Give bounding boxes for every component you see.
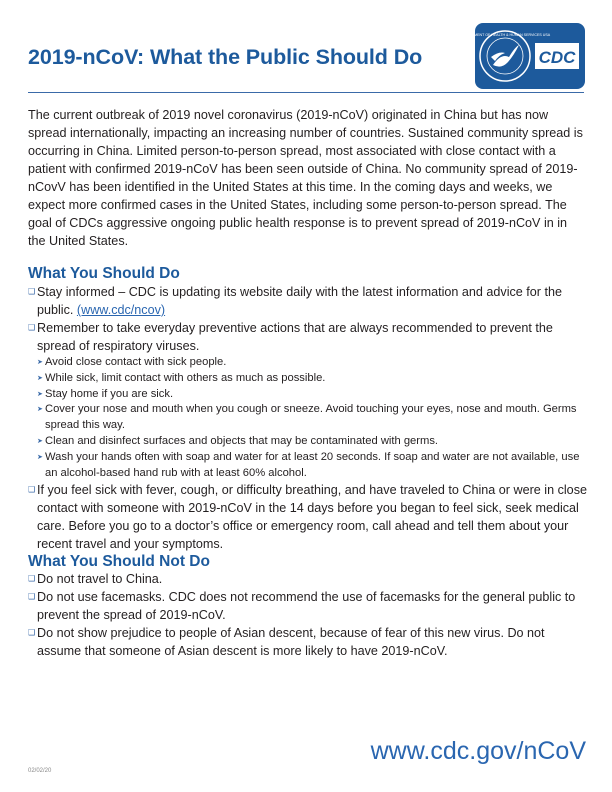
cdc-hhs-logo bbox=[459, 23, 585, 89]
sub-list-item bbox=[37, 434, 588, 450]
list-item bbox=[28, 319, 588, 481]
cdc-logo-text: CDC bbox=[538, 48, 576, 67]
bullet-icon: ❑ bbox=[28, 574, 36, 583]
bullet-icon: ❑ bbox=[28, 287, 36, 296]
list-item bbox=[28, 588, 588, 624]
sub-item-text: Cover your nose and mouth when you cough or sneeze. Avoid touching your eyes, nose and mouth. Germs spread this way. bbox=[45, 403, 577, 432]
should-not-do-list bbox=[28, 570, 588, 660]
sub-item-text: Clean and disinfect surfaces and objects that may be contaminated with germs. bbox=[45, 434, 439, 447]
feel-sick-text: If you feel sick with fever, cough, or difficulty breathing, and have traveled to China or were in close contact with someone with 2019-nCoV in the 14 days before you began to feel sick, seek medical care. Before you go to a doctor’s office or emergency room, call ahead and tell them about your recent travel and your symptoms. bbox=[37, 483, 587, 552]
item-text: Do not show prejudice to people of Asian descent, because of fear of this new virus. Do not assume that someone of Asian descent is more likely to have 2019-nCoV. bbox=[37, 626, 545, 658]
sub-list-item bbox=[37, 402, 588, 434]
publication-date: 02/02/20 bbox=[28, 768, 52, 774]
sub-bullet-icon: ➤ bbox=[37, 406, 43, 414]
hhs-seal-text: DEPARTMENT OF HEALTH & HUMAN SERVICES USA bbox=[459, 33, 551, 37]
cdc-ncov-link[interactable]: (www.cdc/ncov) bbox=[76, 303, 166, 317]
item-text: Do not travel to China. bbox=[37, 572, 163, 586]
item-text: Do not use facemasks. CDC does not recommend the use of facemasks for the general public to prevent the spread of 2019-nCoV. bbox=[37, 590, 576, 622]
sub-bullet-icon: ➤ bbox=[37, 437, 43, 445]
sub-bullet-icon: ➤ bbox=[37, 374, 43, 382]
bullet-icon: ❑ bbox=[28, 485, 36, 495]
sub-list-item bbox=[37, 371, 588, 387]
heading-what-you-should-not-do: What You Should Not Do bbox=[28, 553, 210, 570]
footer-url-link[interactable]: www.cdc.gov/nCoV bbox=[370, 737, 586, 765]
list-item bbox=[28, 624, 588, 660]
sub-item-text: Wash your hands often with soap and water for at least 20 seconds. If soap and water are not available, use an alcohol-based hand rub with at least 60% alcohol. bbox=[45, 450, 580, 479]
preventive-actions-text: Remember to take everyday preventive actions that are always recommended to prevent the spread of respiratory viruses. bbox=[37, 321, 553, 353]
sub-list-item bbox=[37, 387, 588, 403]
bullet-icon: ❑ bbox=[28, 592, 36, 601]
bullet-icon: ❑ bbox=[28, 628, 36, 637]
list-item bbox=[28, 570, 588, 588]
header-divider bbox=[28, 92, 584, 93]
bullet-icon: ❑ bbox=[28, 323, 36, 332]
should-do-list bbox=[28, 283, 588, 553]
list-item bbox=[28, 283, 588, 319]
sub-bullet-icon: ➤ bbox=[37, 453, 43, 461]
sub-bullet-icon: ➤ bbox=[37, 390, 43, 398]
sub-item-text: Stay home if you are sick. bbox=[45, 387, 174, 400]
stay-informed-text: Stay informed – CDC is updating its website daily with the latest information and advice for the public. bbox=[37, 285, 563, 317]
intro-paragraph: The current outbreak of 2019 novel coronavirus (2019-nCoV) originated in China but has now spread internationally, impacting an increasing number of countries. Sustained community spread is occurring in China. Limited person-to-person spread, most associated with close contact with a patient with confirmed 2019-nCoV has been seen outside of China. No community spread of 2019-nCovV has been identified in the United States at this time. In the coming days and weeks, we expect more confirmed cases in the United States, including some person-to-person spread. The goal of CDCs aggressive ongoing public health response is to prevent spread of 2019-nCoV in in the United States. bbox=[28, 108, 583, 248]
sub-item-text: Avoid close contact with sick people. bbox=[45, 356, 227, 368]
list-item bbox=[28, 481, 588, 553]
sub-item-text: While sick, limit contact with others as much as possible. bbox=[45, 371, 326, 384]
sub-list-item bbox=[37, 355, 588, 371]
preventive-actions-sublist bbox=[37, 355, 588, 481]
heading-what-you-should-do: What You Should Do bbox=[28, 265, 180, 282]
sub-bullet-icon: ➤ bbox=[37, 359, 43, 366]
sub-list-item bbox=[37, 450, 588, 482]
page-title: 2019-nCoV: What the Public Should Do bbox=[28, 45, 423, 69]
